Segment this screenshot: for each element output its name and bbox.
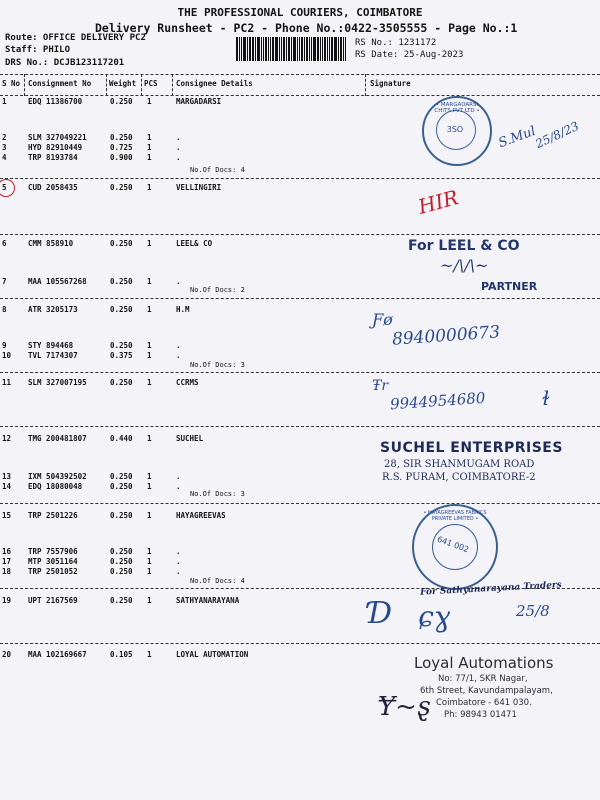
row-weight: 0.250 <box>110 557 133 566</box>
drs-number: DRS No.: DCJB123117201 <box>5 58 125 68</box>
row-consignee: . <box>176 153 181 162</box>
docs-count: No.Of Docs: 3 <box>190 361 245 369</box>
row-sno: 7 <box>2 277 7 286</box>
row-sno: 19 <box>2 596 12 605</box>
row-weight: 0.440 <box>110 434 133 443</box>
leel-stamp-title: For LEEL & CO <box>408 238 520 254</box>
row-consignment: STY 894468 <box>28 341 74 350</box>
handwritten-mark: HIR <box>415 185 461 219</box>
docs-count: No.Of Docs: 2 <box>190 286 245 294</box>
row-pcs: 1 <box>147 482 152 491</box>
column-divider <box>365 74 366 96</box>
row-consignment: TRP 2501052 <box>28 567 78 576</box>
row-weight: 0.250 <box>110 472 133 481</box>
row-sno: 1 <box>2 97 7 106</box>
row-consignment: TRP 8193784 <box>28 153 78 162</box>
row-weight: 0.250 <box>110 511 133 520</box>
row-weight: 0.105 <box>110 650 133 659</box>
row-sno: 8 <box>2 305 7 314</box>
row-sno: 17 <box>2 557 12 566</box>
row-pcs: 1 <box>147 341 152 350</box>
row-consignment: HYD 82910449 <box>28 143 83 152</box>
row-consignment: MAA 105567268 <box>28 277 87 286</box>
row-consignment: TMG 200481807 <box>28 434 87 443</box>
handwritten-phone: 8940000673 <box>391 322 501 350</box>
row-consignment: CUD 2058435 <box>28 183 78 192</box>
divider <box>0 178 600 179</box>
row-consignment: TRP 2501226 <box>28 511 78 520</box>
row-weight: 0.250 <box>110 378 133 387</box>
row-consignment: TRP 7557906 <box>28 547 78 556</box>
leel-stamp-partner: PARTNER <box>481 280 538 293</box>
divider <box>0 95 600 96</box>
row-consignment: IXM 504392502 <box>28 472 87 481</box>
row-consignee: CCRMS <box>176 378 199 387</box>
col-weight: Weight <box>109 79 137 88</box>
row-consignee: . <box>176 351 181 360</box>
route-label: Route: OFFICE DELIVERY PC2 <box>5 33 146 43</box>
row-consignee: . <box>176 547 181 556</box>
row-pcs: 1 <box>147 567 152 576</box>
margadarsi-stamp: • MARGADARSI CHITS PVT LTD • 3SO <box>422 96 492 166</box>
row-weight: 0.250 <box>110 547 133 556</box>
row-weight: 0.250 <box>110 97 133 106</box>
row-weight: 0.375 <box>110 351 133 360</box>
handwritten-signature: Ŧr <box>372 378 389 394</box>
row-weight: 0.250 <box>110 482 133 491</box>
row-sno: 6 <box>2 239 7 248</box>
handwritten-mark: ɫ <box>542 386 550 410</box>
row-weight: 0.725 <box>110 143 133 152</box>
row-pcs: 1 <box>147 650 152 659</box>
column-divider <box>106 74 107 96</box>
loyal-stamp-address: 6th Street, Kavundampalayam, <box>420 686 553 696</box>
handwritten-signature: ɕɣ <box>418 600 451 633</box>
row-consignee: H.M <box>176 305 190 314</box>
row-sno: 4 <box>2 153 7 162</box>
divider <box>0 372 600 373</box>
handwritten-signature: Ƒø <box>372 310 393 329</box>
handwritten-phone: 9944954680 <box>389 388 486 414</box>
divider <box>0 74 600 75</box>
row-pcs: 1 <box>147 277 152 286</box>
row-consignment: ATR 3205173 <box>28 305 78 314</box>
rs-number: RS No.: 1231172 <box>355 38 437 48</box>
docs-count: No.Of Docs: 4 <box>190 166 245 174</box>
row-consignee: MARGADARSI <box>176 97 222 106</box>
row-weight: 0.250 <box>110 596 133 605</box>
row-consignee: HAYAGREEVAS <box>176 511 226 520</box>
row-pcs: 1 <box>147 547 152 556</box>
handwritten-signature: Ɗ <box>368 596 393 631</box>
row-weight: 0.250 <box>110 277 133 286</box>
loyal-stamp-phone: Ph: 98943 01471 <box>444 710 517 720</box>
loyal-stamp-address: No: 77/1, SKR Nagar, <box>438 674 528 684</box>
row-pcs: 1 <box>147 133 152 142</box>
docs-count: No.Of Docs: 3 <box>190 490 245 498</box>
row-weight: 0.250 <box>110 305 133 314</box>
row-consignee: . <box>176 482 181 491</box>
row-consignee: LEEL& CO <box>176 239 213 248</box>
row-consignee: . <box>176 341 181 350</box>
row-consignment: MTP 3051164 <box>28 557 78 566</box>
company-title: THE PROFESSIONAL COURIERS, COIMBATORE <box>177 6 423 19</box>
handwritten-signature: Ɏ~ȿ <box>378 692 431 722</box>
row-consignment: CMM 858910 <box>28 239 74 248</box>
col-signature: Signature <box>370 79 411 88</box>
row-weight: 0.250 <box>110 567 133 576</box>
row-pcs: 1 <box>147 305 152 314</box>
row-pcs: 1 <box>147 557 152 566</box>
row-consignee: . <box>176 472 181 481</box>
row-consignment: SLM 327049221 <box>28 133 87 142</box>
circle-mark-icon <box>0 179 15 197</box>
row-consignee: LOYAL AUTOMATION <box>176 650 249 659</box>
row-sno: 18 <box>2 567 12 576</box>
handwritten-date: 25/8 <box>516 602 550 620</box>
col-consignee: Consignee Details <box>176 79 253 88</box>
barcode <box>236 37 348 61</box>
row-pcs: 1 <box>147 143 152 152</box>
row-pcs: 1 <box>147 97 152 106</box>
row-sno: 5 <box>2 183 7 192</box>
row-pcs: 1 <box>147 239 152 248</box>
row-sno: 11 <box>2 378 12 387</box>
divider <box>0 234 600 235</box>
row-sno: 13 <box>2 472 12 481</box>
row-pcs: 1 <box>147 183 152 192</box>
row-sno: 15 <box>2 511 12 520</box>
divider <box>0 426 600 427</box>
row-pcs: 1 <box>147 378 152 387</box>
row-sno: 16 <box>2 547 12 556</box>
row-pcs: 1 <box>147 351 152 360</box>
row-weight: 0.900 <box>110 153 133 162</box>
staff-label: Staff: PHILO <box>5 45 71 55</box>
row-consignee: . <box>176 277 181 286</box>
row-weight: 0.250 <box>110 341 133 350</box>
loyal-stamp-address: Coimbatore - 641 030. <box>436 698 532 708</box>
runsheet-subtitle: Delivery Runsheet - PC2 - Phone No.:0422-3505555 - Page No.:1 <box>95 21 518 35</box>
row-consignee: SUCHEL <box>176 434 204 443</box>
row-pcs: 1 <box>147 472 152 481</box>
row-sno: 3 <box>2 143 7 152</box>
suchel-stamp-address: R.S. PURAM, COIMBATORE-2 <box>382 472 536 483</box>
col-consignment: Consignment No <box>28 79 92 88</box>
row-pcs: 1 <box>147 434 152 443</box>
row-consignment: UPT 2167569 <box>28 596 78 605</box>
row-pcs: 1 <box>147 511 152 520</box>
row-consignee: . <box>176 133 181 142</box>
rs-date: RS Date: 25-Aug-2023 <box>355 50 464 60</box>
row-consignment: MAA 102169667 <box>28 650 87 659</box>
row-sno: 2 <box>2 133 7 142</box>
sathya-stamp: For Sathyanarayana Traders <box>419 580 563 598</box>
suchel-stamp-name: SUCHEL ENTERPRISES <box>380 440 563 456</box>
row-pcs: 1 <box>147 596 152 605</box>
row-pcs: 1 <box>147 153 152 162</box>
hayagreevas-stamp: • HAYAGREEVAS FABRICS PRIVATE LIMITED • 641 002 <box>412 504 498 590</box>
row-consignee: VELLINGIRI <box>176 183 222 192</box>
row-sno: 14 <box>2 482 12 491</box>
docs-count: No.Of Docs: 4 <box>190 577 245 585</box>
divider <box>0 298 600 299</box>
handwritten-signature: S.Mul <box>496 123 538 152</box>
handwritten-date: 25/8/23 <box>533 118 582 152</box>
row-weight: 0.250 <box>110 133 133 142</box>
row-consignment: SLM 327007195 <box>28 378 87 387</box>
row-sno: 12 <box>2 434 12 443</box>
row-consignee: . <box>176 567 181 576</box>
suchel-stamp-address: 28, SIR SHANMUGAM ROAD <box>384 459 535 470</box>
row-weight: 0.250 <box>110 183 133 192</box>
row-consignment: EDQ 18080048 <box>28 482 83 491</box>
column-divider <box>141 74 142 96</box>
column-divider <box>24 74 25 96</box>
row-consignment: TVL 7174307 <box>28 351 78 360</box>
col-pcs: PCS <box>144 79 158 88</box>
divider <box>0 643 600 644</box>
leel-signature: ~/\/\~ <box>440 256 489 275</box>
col-sno: S No <box>2 79 21 88</box>
row-sno: 9 <box>2 341 7 350</box>
row-weight: 0.250 <box>110 239 133 248</box>
row-consignee: . <box>176 557 181 566</box>
row-consignee: . <box>176 143 181 152</box>
row-consignment: EDQ 11386700 <box>28 97 83 106</box>
row-sno: 10 <box>2 351 12 360</box>
row-consignee: SATHYANARAYANA <box>176 596 240 605</box>
divider <box>0 503 600 504</box>
row-sno: 20 <box>2 650 12 659</box>
loyal-stamp-name: Loyal Automations <box>414 654 554 672</box>
column-divider <box>172 74 173 96</box>
